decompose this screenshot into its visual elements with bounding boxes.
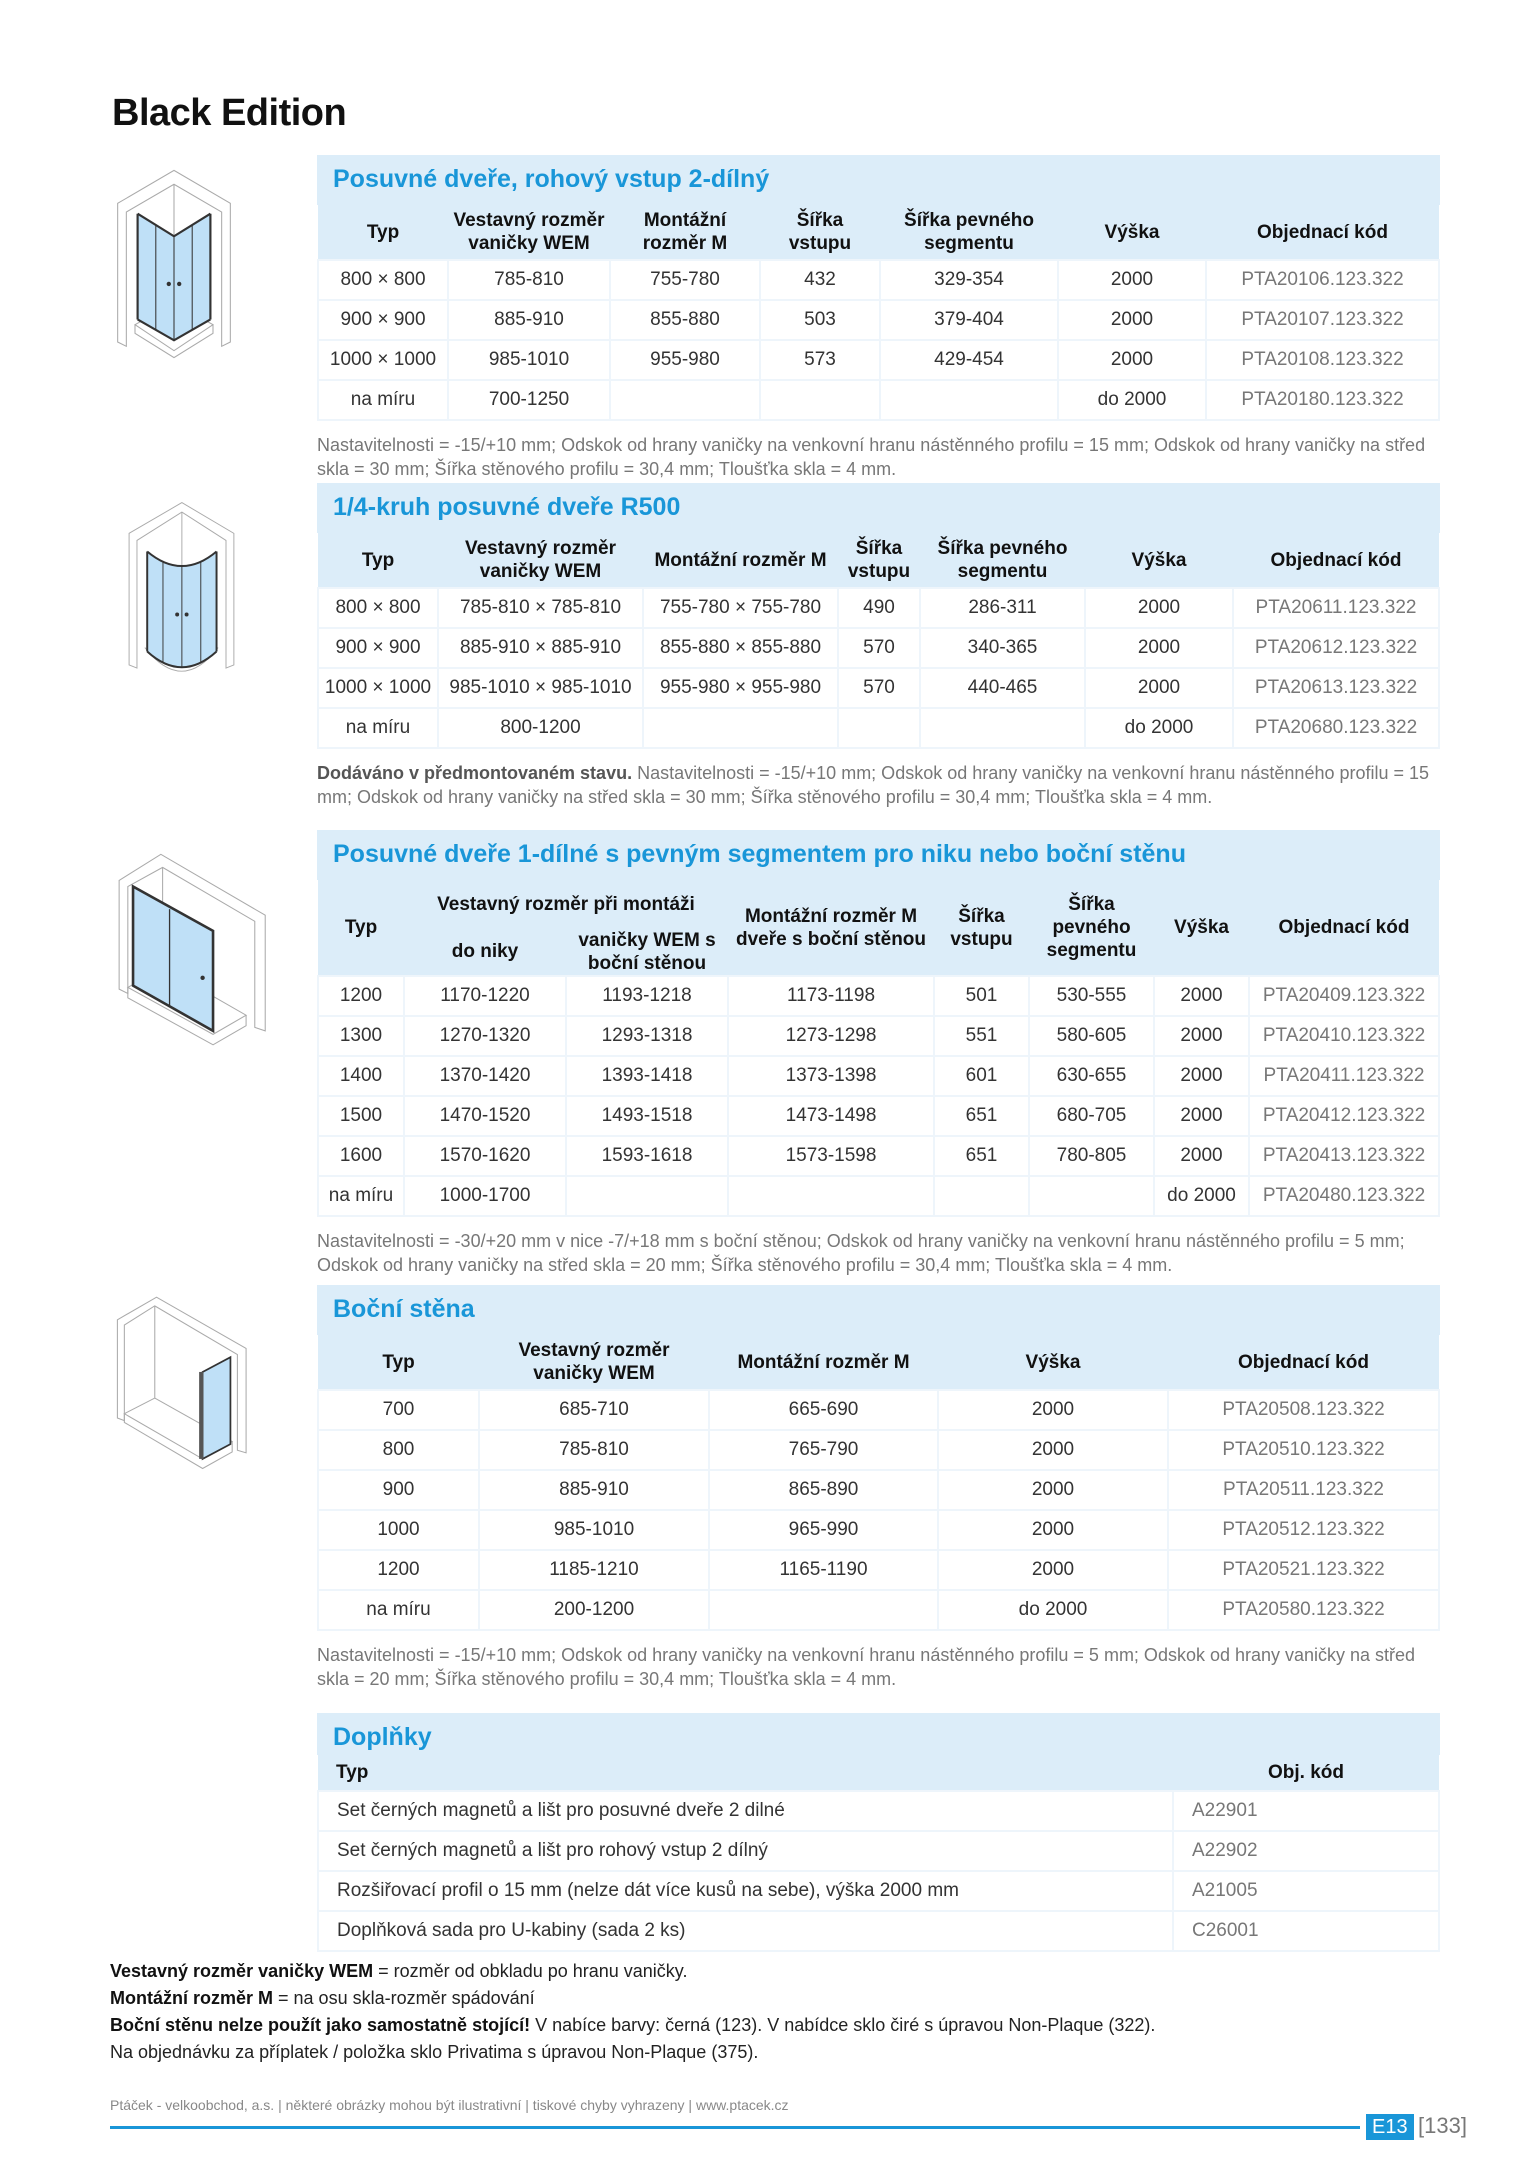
table-cell: PTA20413.123.322: [1249, 1136, 1439, 1176]
table-cell: do 2000: [1085, 708, 1233, 748]
table-cell: do 2000: [1154, 1176, 1249, 1216]
table-row: [318, 628, 1439, 668]
table-cell: Set černých magnetů a lišt pro posuvné dveře 2 dilné: [318, 1791, 1173, 1831]
table-cell: PTA20108.123.322: [1206, 340, 1439, 380]
col-header: Šířka vstupu: [760, 205, 880, 260]
table-title: 1/4-kruh posuvné dveře R500: [317, 483, 1440, 533]
table-cell: PTA20180.123.322: [1206, 380, 1439, 420]
table-cell: 329-354: [880, 260, 1058, 300]
col-header: Vestavný rozměr vaničky WEM: [438, 533, 643, 588]
table-cell: 2000: [1154, 1056, 1249, 1096]
legend-line: [110, 1985, 1155, 2012]
col-header: Typ: [318, 880, 404, 976]
table-cell: 1600: [318, 1136, 404, 1176]
table-cell: 955-980 × 955-980: [643, 668, 838, 708]
page-title: Black Edition: [112, 92, 347, 134]
table-cell: 1493-1518: [566, 1096, 728, 1136]
table-cell: 1400: [318, 1056, 404, 1096]
table-cell: 785-810: [448, 260, 610, 300]
table-cell: 432: [760, 260, 880, 300]
table-cell: 2000: [938, 1510, 1168, 1550]
table-cell: 551: [934, 1016, 1029, 1056]
table-cell: do 2000: [938, 1590, 1168, 1630]
table-cell: na míru: [318, 1590, 479, 1630]
col-header: Šířka vstupu: [934, 880, 1029, 976]
col-header-group: Vestavný rozměr při montáži: [404, 880, 728, 928]
table-cell: 2000: [1085, 668, 1233, 708]
col-header: Objednací kód: [1206, 205, 1439, 260]
table-row: [318, 1136, 1439, 1176]
table-cell: 755-780: [610, 260, 760, 300]
table-cell: PTA20511.123.322: [1168, 1470, 1439, 1510]
table-cell: [920, 708, 1085, 748]
section-badge: E13: [1366, 2114, 1414, 2140]
table-body: [318, 588, 1439, 748]
col-header: Objednací kód: [1168, 1335, 1439, 1390]
legend-line: [110, 2012, 1155, 2039]
table-cell: 1293-1318: [566, 1016, 728, 1056]
col-header: Šířka pevného segmentu: [880, 205, 1058, 260]
table-cell: [643, 708, 838, 748]
table-row: [318, 340, 1439, 380]
table-cell: 429-454: [880, 340, 1058, 380]
table-cell: 651: [934, 1096, 1029, 1136]
table-cell: [709, 1590, 938, 1630]
table-cell: 1193-1218: [566, 976, 728, 1016]
table-cell: 630-655: [1029, 1056, 1154, 1096]
table-note: [317, 1643, 1440, 1691]
table-cell: 785-810: [479, 1430, 709, 1470]
table-cell: PTA20680.123.322: [1233, 708, 1439, 748]
col-header: vaničky WEM s boční stěnou: [566, 928, 728, 976]
table-cell: 985-1010: [479, 1510, 709, 1550]
table-cell: [566, 1176, 728, 1216]
table-cell: 2000: [938, 1390, 1168, 1430]
table-row: [318, 588, 1439, 628]
table-cell: 1165-1190: [709, 1550, 938, 1590]
table-title: Posuvné dveře, rohový vstup 2-dílný: [317, 155, 1440, 205]
table-row: [318, 1016, 1439, 1056]
table-cell: 2000: [938, 1550, 1168, 1590]
table-row: [318, 1510, 1439, 1550]
table-cell: 1000 × 1000: [318, 340, 448, 380]
table-cell: 785-810 × 785-810: [438, 588, 643, 628]
table-cell: 800 × 800: [318, 260, 448, 300]
table-row: [318, 300, 1439, 340]
table-cell: 2000: [1058, 300, 1206, 340]
table-cell: Rozšiřovací profil o 15 mm (nelze dát více kusů na sebe), výška 2000 mm: [318, 1871, 1173, 1911]
quarter-round-shower-illustration: [100, 490, 300, 750]
table-cell: A22901: [1173, 1791, 1439, 1831]
table-cell: 1573-1598: [728, 1136, 934, 1176]
table-cell: 855-880 × 855-880: [643, 628, 838, 668]
table-cell: PTA20521.123.322: [1168, 1550, 1439, 1590]
table-cell: [760, 380, 880, 420]
table-side-wall: [317, 1285, 1440, 1691]
table-cell: 573: [760, 340, 880, 380]
col-header: Typ: [318, 1335, 479, 1390]
legend-definition: V nabíce barvy: černá (123). V nabídce sklo čiré s úpravou Non-Plaque (322).: [530, 2015, 1156, 2035]
table-cell: 755-780 × 755-780: [643, 588, 838, 628]
table-cell: 900: [318, 1470, 479, 1510]
table-cell: 2000: [1058, 340, 1206, 380]
table-cell: 501: [934, 976, 1029, 1016]
table-cell: 2000: [1154, 1136, 1249, 1176]
table-cell: na míru: [318, 380, 448, 420]
table-cell: PTA20412.123.322: [1249, 1096, 1439, 1136]
table-row: [318, 1430, 1439, 1470]
table-cell: [934, 1176, 1029, 1216]
col-header: Vestavný rozměr vaničky WEM: [479, 1335, 709, 1390]
table-cell: [610, 380, 760, 420]
table-cell: 1170-1220: [404, 976, 566, 1016]
table-cell: 580-605: [1029, 1016, 1154, 1056]
table-cell: PTA20510.123.322: [1168, 1430, 1439, 1470]
table-cell: PTA20107.123.322: [1206, 300, 1439, 340]
table-cell: na míru: [318, 1176, 404, 1216]
table-cell: [838, 708, 920, 748]
table-cell: 503: [760, 300, 880, 340]
table-cell: 1000 × 1000: [318, 668, 438, 708]
col-header: Objednací kód: [1249, 880, 1439, 976]
table-cell: 885-910 × 885-910: [438, 628, 643, 668]
table-cell: 601: [934, 1056, 1029, 1096]
col-header: Výška: [1058, 205, 1206, 260]
table-cell: 700: [318, 1390, 479, 1430]
table-cell: 1173-1198: [728, 976, 934, 1016]
col-header: Šířka pevného segmentu: [1029, 880, 1154, 976]
table-cell: 2000: [1058, 260, 1206, 300]
col-header: Obj. kód: [1173, 1755, 1439, 1791]
table-cell: PTA20508.123.322: [1168, 1390, 1439, 1430]
col-header: Objednací kód: [1233, 533, 1439, 588]
col-header: Typ: [318, 533, 438, 588]
legend-line: [110, 2039, 1155, 2066]
table-row: [318, 1791, 1439, 1831]
col-header: Montážní rozměr M: [643, 533, 838, 588]
table-row: [318, 1911, 1439, 1951]
col-header: Montážní rozměr M: [709, 1335, 938, 1390]
table-row: [318, 976, 1439, 1016]
table-cell: PTA20612.123.322: [1233, 628, 1439, 668]
table-row: [318, 1176, 1439, 1216]
table-cell: na míru: [318, 708, 438, 748]
table-cell: 685-710: [479, 1390, 709, 1430]
table-quarter-round-door: [317, 483, 1440, 809]
col-header: do niky: [404, 928, 566, 976]
table-note: [317, 1229, 1440, 1277]
table-cell: do 2000: [1058, 380, 1206, 420]
table-cell: 1370-1420: [404, 1056, 566, 1096]
table-cell: PTA20580.123.322: [1168, 1590, 1439, 1630]
legend-line: [110, 1958, 1155, 1985]
table-row: [318, 1390, 1439, 1430]
col-header: Typ: [318, 205, 448, 260]
note-text: Nastavitelnosti = -15/+10 mm; Odskok od hrany vaničky na venkovní hranu nástěnného profilu = 15 mm; Odskok od hrany vaničky na střed skla = 30 mm; Šířka stěnového profilu = 30,4 mm; Tloušťka skla = 4 mm.: [317, 763, 1430, 807]
table-cell: 855-880: [610, 300, 760, 340]
col-header: Šířka vstupu: [838, 533, 920, 588]
table-row: [318, 708, 1439, 748]
col-header: Výška: [938, 1335, 1168, 1390]
table-cell: 651: [934, 1136, 1029, 1176]
table-cell: 1185-1210: [479, 1550, 709, 1590]
table-note: [317, 761, 1440, 809]
table-cell: A21005: [1173, 1871, 1439, 1911]
table-row: [318, 1550, 1439, 1590]
col-header: Výška: [1085, 533, 1233, 588]
table-cell: 1000-1700: [404, 1176, 566, 1216]
niche-sliding-door-illustration: [100, 830, 300, 1070]
legend-term: Montážní rozměr M: [110, 1988, 274, 2008]
table-cell: 286-311: [920, 588, 1085, 628]
note-text: Nastavitelnosti = -30/+20 mm v nice -7/+18 mm s boční stěnou; Odskok od hrany vaničky na venkovní hranu nástěnného profilu = 5 mm; Odskok od hrany vaničky na střed skla = 20 mm; Šířka stěnového profilu = 30,4 mm; Tloušťka skla = 4 mm.: [317, 1231, 1405, 1275]
table-row: [318, 1096, 1439, 1136]
table-row: [318, 668, 1439, 708]
table-row: [318, 380, 1439, 420]
note-bold: Dodáváno v předmontovaném stavu.: [317, 763, 633, 783]
col-header: Šířka pevného segmentu: [920, 533, 1085, 588]
table-cell: 680-705: [1029, 1096, 1154, 1136]
table-body: [318, 260, 1439, 420]
table-title: Boční stěna: [317, 1285, 1440, 1335]
table-cell: PTA20409.123.322: [1249, 976, 1439, 1016]
table-cell: PTA20411.123.322: [1249, 1056, 1439, 1096]
table-cell: 1570-1620: [404, 1136, 566, 1176]
table-cell: 1200: [318, 976, 404, 1016]
col-header: Výška: [1154, 880, 1249, 976]
table-cell: 1500: [318, 1096, 404, 1136]
table-cell: 985-1010: [448, 340, 610, 380]
legend-definition: = rozměr od obkladu po hranu vaničky.: [373, 1961, 688, 1981]
table-body: [318, 1791, 1439, 1951]
footer-divider: [110, 2126, 1360, 2129]
table-cell: 985-1010 × 985-1010: [438, 668, 643, 708]
table-cell: [1029, 1176, 1154, 1216]
table-cell: 530-555: [1029, 976, 1154, 1016]
col-header: Vestavný rozměr vaničky WEM: [448, 205, 610, 260]
table-cell: 800-1200: [438, 708, 643, 748]
table-title: Posuvné dveře 1-dílné s pevným segmentem pro niku nebo boční stěnu: [317, 830, 1440, 880]
table-cell: [728, 1176, 934, 1216]
table-corner-sliding-door: [317, 155, 1440, 481]
table-body: [318, 976, 1439, 1216]
table-cell: 900 × 900: [318, 628, 438, 668]
table-cell: 200-1200: [479, 1590, 709, 1630]
table-cell: 1470-1520: [404, 1096, 566, 1136]
table-cell: 1593-1618: [566, 1136, 728, 1176]
table-cell: 2000: [1154, 1016, 1249, 1056]
legend-term: Boční stěnu nelze použít jako samostatně stojící!: [110, 2015, 531, 2035]
legend-definition: Na objednávku za příplatek / položka sklo Privatima s úpravou Non-Plaque (375).: [110, 2042, 759, 2062]
table-cell: 2000: [1085, 628, 1233, 668]
note-text: Nastavitelnosti = -15/+10 mm; Odskok od hrany vaničky na venkovní hranu nástěnného profilu = 15 mm; Odskok od hrany vaničky na střed skla = 30 mm; Šířka stěnového profilu = 30,4 mm; Tloušťka skla = 4 mm.: [317, 435, 1426, 479]
table-cell: 340-365: [920, 628, 1085, 668]
table-row: [318, 1470, 1439, 1510]
col-header: Montážní rozměr M: [610, 205, 760, 260]
table-cell: 1000: [318, 1510, 479, 1550]
table-cell: 379-404: [880, 300, 1058, 340]
table-cell: 440-465: [920, 668, 1085, 708]
table-cell: 2000: [1085, 588, 1233, 628]
table-cell: PTA20512.123.322: [1168, 1510, 1439, 1550]
table-cell: Doplňková sada pro U-kabiny (sada 2 ks): [318, 1911, 1173, 1951]
table-cell: PTA20480.123.322: [1249, 1176, 1439, 1216]
table-cell: A22902: [1173, 1831, 1439, 1871]
table-cell: 665-690: [709, 1390, 938, 1430]
table-cell: 570: [838, 668, 920, 708]
table-cell: 1273-1298: [728, 1016, 934, 1056]
table-cell: 1473-1498: [728, 1096, 934, 1136]
table-title: Doplňky: [317, 1713, 1440, 1755]
table-cell: Set černých magnetů a lišt pro rohový vstup 2 dílný: [318, 1831, 1173, 1871]
table-cell: PTA20106.123.322: [1206, 260, 1439, 300]
table-cell: 1300: [318, 1016, 404, 1056]
footer-text: Ptáček - velkoobchod, a.s. | některé obrázky mohou být ilustrativní | tiskové chyby vyhrazeny | www.ptacek.cz: [110, 2097, 789, 2113]
table-cell: 1200: [318, 1550, 479, 1590]
col-header: Montážní rozměr M dveře s boční stěnou: [728, 880, 934, 976]
page-number: [133]: [1418, 2113, 1467, 2138]
table-cell: 865-890: [709, 1470, 938, 1510]
table-cell: 1373-1398: [728, 1056, 934, 1096]
legend-definition: = na osu skla-rozměr spádování: [273, 1988, 535, 2008]
table-cell: PTA20410.123.322: [1249, 1016, 1439, 1056]
table-cell: 800 × 800: [318, 588, 438, 628]
note-text: Nastavitelnosti = -15/+10 mm; Odskok od hrany vaničky na venkovní hranu nástěnného profilu = 5 mm; Odskok od hrany vaničky na střed skla = 20 mm; Šířka stěnového profilu = 30,4 mm; Tloušťka skla = 4 mm.: [317, 1645, 1416, 1689]
table-row: [318, 1871, 1439, 1911]
side-wall-illustration: [100, 1285, 300, 1525]
table-cell: C26001: [1173, 1911, 1439, 1951]
table-cell: 765-790: [709, 1430, 938, 1470]
table-row: [318, 1590, 1439, 1630]
table-cell: 570: [838, 628, 920, 668]
table-cell: 490: [838, 588, 920, 628]
table-cell: 2000: [1154, 976, 1249, 1016]
table-note: [317, 433, 1440, 481]
table-cell: [880, 380, 1058, 420]
table-cell: 1270-1320: [404, 1016, 566, 1056]
table-cell: 800: [318, 1430, 479, 1470]
table-cell: 700-1250: [448, 380, 610, 420]
table-cell: 955-980: [610, 340, 760, 380]
table-row: [318, 1056, 1439, 1096]
table-cell: PTA20613.123.322: [1233, 668, 1439, 708]
table-cell: 2000: [938, 1430, 1168, 1470]
corner-shower-illustration: [100, 160, 300, 420]
legend: [110, 1958, 1155, 2066]
table-cell: 780-805: [1029, 1136, 1154, 1176]
legend-term: Vestavný rozměr vaničky WEM: [110, 1961, 374, 1981]
table-cell: 1393-1418: [566, 1056, 728, 1096]
table-cell: 900 × 900: [318, 300, 448, 340]
table-accessories: [317, 1713, 1440, 1952]
table-cell: 885-910: [448, 300, 610, 340]
table-niche-sliding-door: [317, 830, 1440, 1277]
table-row: [318, 260, 1439, 300]
table-cell: 965-990: [709, 1510, 938, 1550]
col-header: Typ: [318, 1755, 1173, 1791]
table-row: [318, 1831, 1439, 1871]
table-cell: 2000: [1154, 1096, 1249, 1136]
table-body: [318, 1390, 1439, 1630]
table-cell: 2000: [938, 1470, 1168, 1510]
table-cell: 885-910: [479, 1470, 709, 1510]
table-cell: PTA20611.123.322: [1233, 588, 1439, 628]
